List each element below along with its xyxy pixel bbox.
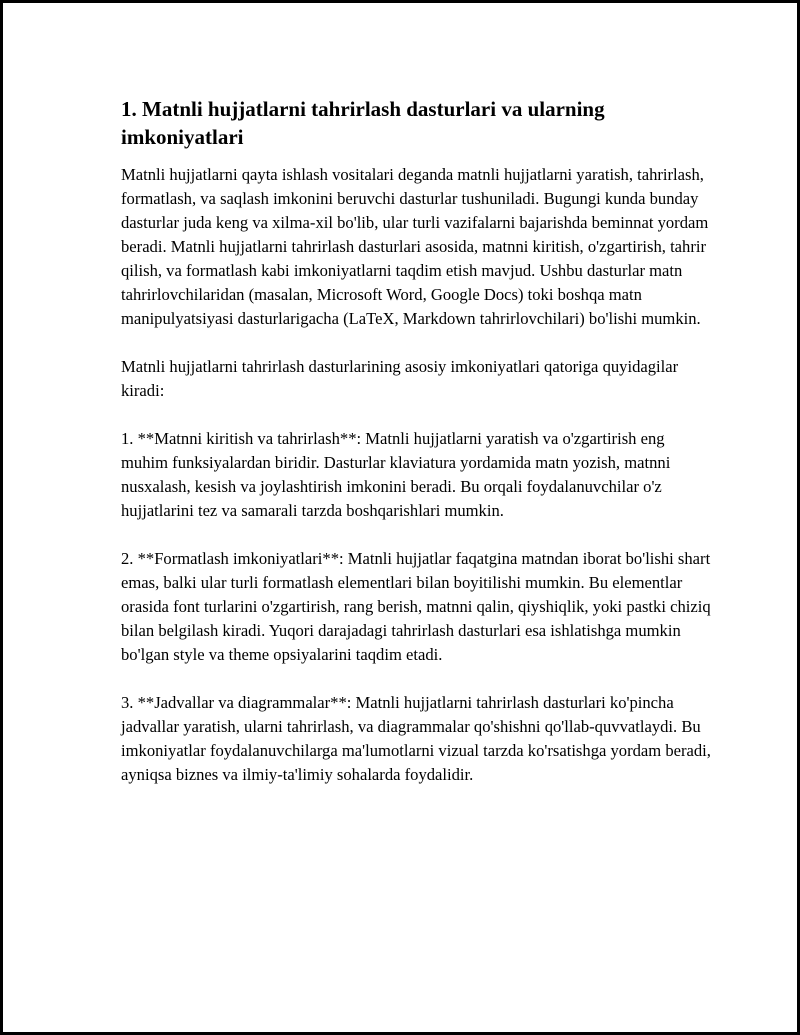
- paragraph-item-1: 1. **Matnni kiritish va tahrirlash**: Matnli hujjatlarni yaratish va o'zgartirish eng muhim funksiyalardan biridir. Dasturlar klaviatura yordamida matn yozish, matnni nusxalash, kesish va joylashtirish imkonini beradi. Bu orqali foydalanuvchilar o'z hujjatlarini tez va samarali tarzda boshqarishlari mumkin.: [121, 429, 671, 520]
- document-body: [121, 95, 711, 811]
- paragraph-intro: Matnli hujjatlarni qayta ishlash vositalari deganda matnli hujjatlarni yaratish, tahrirlash, formatlash, va saqlash imkonini beruvchi dasturlar tushuniladi. Bugungi kunda bunday dasturlar juda keng va xilma-xil bo'lib, ular turli vazifalarni bajarishda beminnat yordam beradi. Matnli hujjatlarni tahrirlash dasturlari asosida, matnni kiritish, o'zgartirish, tahrir qilish, va formatlash kabi imkoniyatlarni taqdim etish mavjud. Ushbu dasturlar matn tahrirlovchilaridan (masalan, Microsoft Word, Google Docs) toki boshqa matn manipulyatsiyasi dasturlarigacha (LaTeX, Markdown tahrirlovchilari) bo'lishi mumkin.: [121, 165, 709, 328]
- paragraph-list-intro: Matnli hujjatlarni tahrirlash dasturlarining asosiy imkoniyatlari qatoriga quyidagilar kiradi:: [121, 357, 679, 400]
- paragraph-item-2: 2. **Formatlash imkoniyatlari**: Matnli hujjatlar faqatgina matndan iborat bo'lishi shart emas, balki ular turli formatlash elementlari bilan boyitilishi mumkin. Bu elementlar orasida font turlarini o'zgartirish, rang berish, matnni qalin, qiyshiqlik, yoki pastki chiziq bilan belgilash kiradi. Yuqori darajadagi tahrirlash dasturlari esa ishlatishga mumkin bo'lgan style va theme opsiyalarini taqdim etadi.: [121, 549, 711, 664]
- document-heading: 1. Matnli hujjatlarni tahrirlash dasturlari va ularning imkoniyatlari: [121, 97, 605, 149]
- paragraph-item-3: 3. **Jadvallar va diagrammalar**: Matnli hujjatlarni tahrirlash dasturlari ko'pincha jadvallar yaratish, ularni tahrirlash, va diagrammalar qo'shishni qo'llab-quvvatlaydi. Bu imkoniyatlar foydalanuvchilarga ma'lumotlarni vizual tarzda ko'rsatishga yordam beradi, ayniqsa biznes va ilmiy-ta'limiy sohalarda foydalidir.: [121, 693, 711, 784]
